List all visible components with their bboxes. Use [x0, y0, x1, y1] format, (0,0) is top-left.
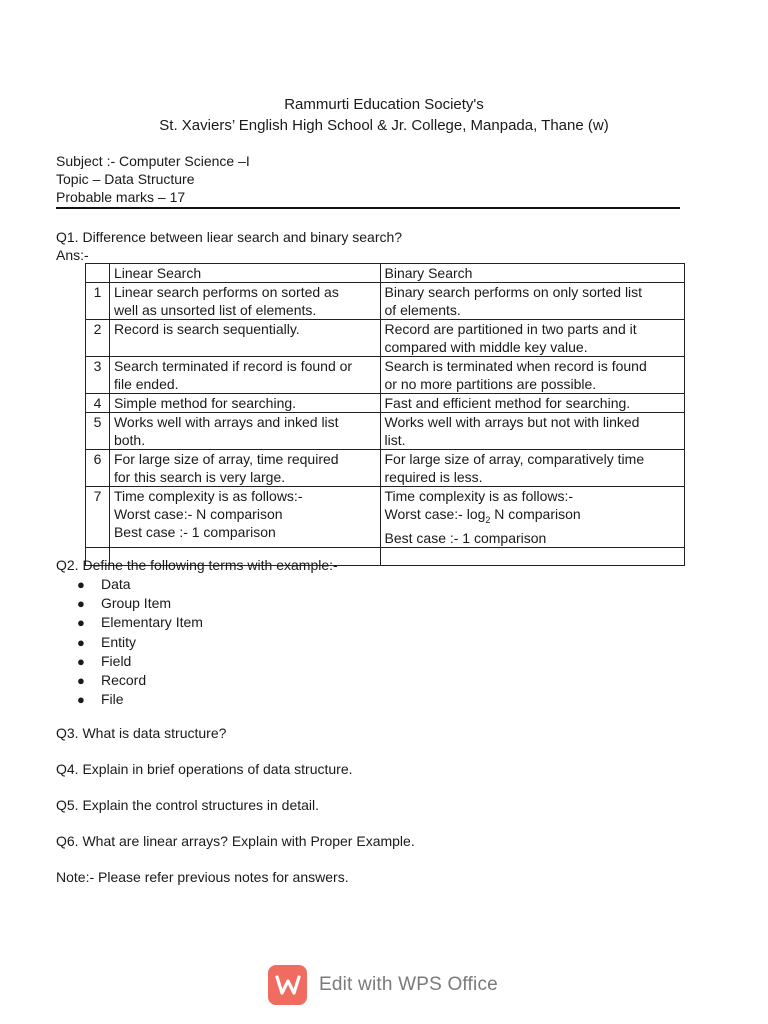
linear-search-cell — [109, 394, 380, 413]
question-text: Q6. What are linear arrays? Explain with Proper Example. — [56, 833, 415, 849]
cell-line: well as unsorted list of elements. — [113, 302, 317, 318]
bullet-icon: ● — [77, 596, 85, 612]
table-row — [86, 394, 685, 413]
comparison-table — [85, 263, 685, 566]
cell-line: list. — [384, 432, 406, 448]
bullet-icon: ● — [77, 577, 85, 592]
bullet-icon: ● — [77, 672, 85, 688]
linear-search-cell — [109, 487, 380, 548]
cell-line: Best case :- 1 comparison — [384, 529, 547, 546]
linear-search-cell — [109, 357, 380, 394]
note-text: Note:- Please refer previous notes for answers. — [56, 869, 349, 885]
binary-search-cell — [380, 450, 685, 487]
cell-line: Fast and efficient method for searching. — [384, 395, 631, 411]
question-text: Q3. What is data structure? — [56, 725, 227, 741]
topic-line: Topic – Data Structure — [56, 171, 195, 187]
marks-line: Probable marks – 17 — [56, 189, 186, 205]
cell-line: file ended. — [113, 376, 179, 392]
cell-line: or no more partitions are possible. — [384, 376, 597, 392]
cell-line: Simple method for searching. — [113, 395, 297, 411]
cell-line: Search terminated if record is found or — [113, 358, 353, 374]
question-2-text: Q2. Define the following terms with example:- — [56, 557, 338, 573]
list-item — [56, 652, 338, 671]
row-number: 7 — [86, 487, 110, 548]
cell-line: of elements. — [384, 302, 461, 318]
terms-list — [56, 575, 338, 709]
list-item — [56, 613, 338, 632]
cell-line: Search is terminated when record is found — [384, 358, 647, 374]
binary-search-cell — [380, 357, 685, 394]
list-item — [56, 575, 338, 594]
term-label: Entity — [101, 633, 137, 650]
linear-search-cell — [109, 283, 380, 320]
wps-edit-button[interactable] — [268, 965, 498, 1005]
row-number: 1 — [86, 283, 110, 320]
term-label: Elementary Item — [101, 614, 203, 631]
cell-line-text: Worst case:- log — [384, 506, 486, 522]
row-number: 2 — [86, 320, 110, 357]
term-label: Record — [101, 671, 147, 688]
cell-line: Worst case:- N comparison — [113, 506, 283, 522]
binary-search-cell — [380, 283, 685, 320]
cell-line: For large size of array, comparatively time — [384, 451, 645, 467]
questions-list — [56, 724, 415, 904]
term-label: Field — [101, 652, 132, 669]
table-row — [86, 320, 685, 357]
cell-line: Record are partitioned in two parts and it — [384, 321, 637, 337]
document-header — [0, 94, 768, 136]
table-row — [86, 283, 685, 320]
cell-line-suffix: N comparison — [490, 506, 581, 522]
society-name: Rammurti Education Society's — [284, 96, 484, 113]
bullet-icon: ● — [77, 615, 85, 631]
question-1-text: Q1. Difference between liear search and binary search? — [56, 229, 403, 245]
table-row — [86, 487, 685, 548]
wps-logo-icon — [268, 965, 307, 1005]
cell-line: For large size of array, time required — [113, 451, 339, 467]
question-text: Q4. Explain in brief operations of data structure. — [56, 761, 353, 777]
cell-line: Time complexity is as follows:- — [384, 488, 574, 504]
question-2 — [56, 556, 338, 709]
cell-line: Works well with arrays and inked list — [113, 414, 339, 430]
cell-line: required is less. — [384, 469, 483, 485]
list-item — [56, 690, 338, 709]
linear-search-cell — [109, 413, 380, 450]
table-header-row — [86, 264, 685, 283]
table-cell-num — [86, 264, 110, 283]
linear-search-cell — [109, 320, 380, 357]
row-number: 3 — [86, 357, 110, 394]
header-divider — [56, 207, 680, 209]
row-number: 4 — [86, 394, 110, 413]
cell-line: Record is search sequentially. — [113, 321, 300, 337]
binary-search-cell — [380, 413, 685, 450]
school-name: St. Xaviers’ English High School & Jr. College, Manpada, Thane (w) — [159, 117, 609, 134]
binary-search-cell — [380, 320, 685, 357]
row-number: 5 — [86, 413, 110, 450]
cell-line: for this search is very large. — [113, 469, 286, 485]
term-label: File — [101, 691, 124, 708]
cell-line: Time complexity is as follows:- — [113, 488, 303, 504]
term-label: Group Item — [101, 595, 172, 612]
bullet-icon: ● — [77, 634, 85, 650]
table-row — [86, 357, 685, 394]
list-item — [56, 594, 338, 613]
list-item — [56, 633, 338, 652]
bullet-icon: ● — [77, 692, 85, 708]
binary-search-cell — [380, 487, 685, 548]
empty-cell — [380, 547, 685, 565]
table-row — [86, 413, 685, 450]
list-item — [56, 671, 338, 690]
row-number: 6 — [86, 450, 110, 487]
table-row — [86, 450, 685, 487]
answer-label: Ans:- — [56, 247, 89, 263]
log-subscript: 2 — [485, 514, 491, 525]
wps-edit-label: Edit with WPS Office — [319, 974, 498, 995]
header-binary-search: Binary Search — [380, 264, 685, 283]
cell-line: Linear search performs on sorted as — [113, 284, 339, 300]
cell-line: Best case :- 1 comparison — [113, 524, 276, 540]
header-linear-search: Linear Search — [109, 264, 380, 283]
subject-line: Subject :- Computer Science –I — [56, 153, 250, 169]
term-label: Data — [101, 576, 131, 592]
linear-search-cell — [109, 450, 380, 487]
question-1 — [56, 228, 402, 264]
cell-line: Works well with arrays but not with linked — [384, 414, 640, 430]
question-text: Q5. Explain the control structures in detail. — [56, 797, 320, 813]
cell-line — [385, 505, 681, 529]
cell-line: Binary search performs on only sorted list — [384, 284, 643, 300]
binary-search-cell — [380, 394, 685, 413]
cell-line: compared with middle key value. — [384, 339, 588, 355]
document-meta — [56, 152, 680, 206]
cell-line: both. — [113, 432, 146, 448]
bullet-icon: ● — [77, 653, 85, 669]
